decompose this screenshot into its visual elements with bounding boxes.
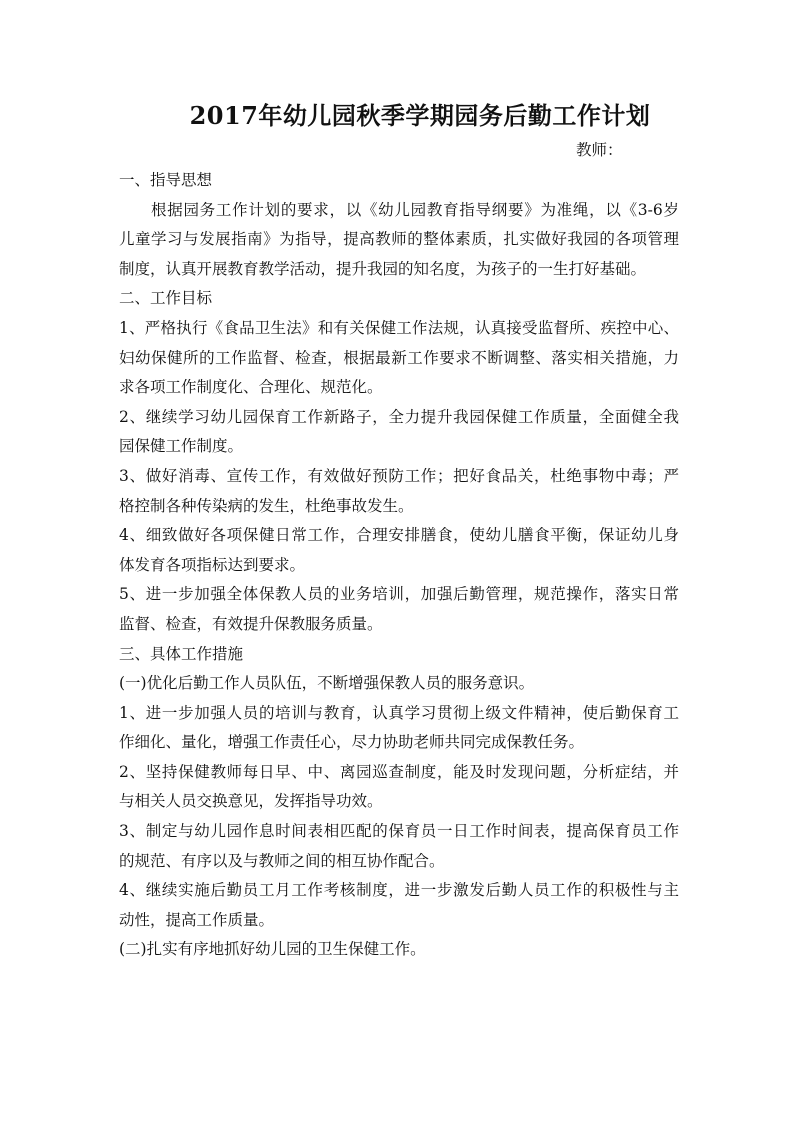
- paragraph-line: 根据园务工作计划的要求，以《幼儿园教育指导纲要》为准绳，以《3-6岁: [151, 200, 679, 219]
- paragraph-line: 2、坚持保健教师每日早、中、离园巡查制度，能及时发现问题，分析症结，并: [119, 762, 679, 781]
- document-title: 2017年幼儿园秋季学期园务后勤工作计划: [189, 101, 651, 130]
- paragraph-line: 求各项工作制度化、合理化、规范化。: [119, 378, 383, 397]
- paragraph-line: (一)优化后勤工作人员队伍，不断增强保教人员的服务意识。: [119, 674, 535, 693]
- paragraph-line: 妇幼保健所的工作监督、检查，根据最新工作要求不断调整、落实相关措施，力: [119, 348, 679, 367]
- paragraph-line: 3、做好消毒、宣传工作，有效做好预防工作；把好食品关，杜绝事物中毒；严: [119, 466, 679, 485]
- paragraph-line: 监督、检查，有效提升保教服务质量。: [119, 614, 383, 633]
- paragraph-line: 5、进一步加强全体保教人员的业务培训，加强后勤管理，规范操作，落实日常: [119, 585, 679, 604]
- paragraph-line: 三、具体工作措施: [119, 644, 244, 663]
- paragraph-line: 1、进一步加强人员的培训与教育，认真学习贯彻上级文件精神，使后勤保育工: [119, 703, 679, 722]
- paragraph-line: 的规范、有序以及与教师之间的相互协作配合。: [119, 851, 445, 870]
- paragraph-line: 制度，认真开展教育教学活动，提升我园的知名度，为孩子的一生打好基础。: [119, 259, 647, 278]
- paragraph-line: 一、指导思想: [119, 171, 213, 189]
- paragraph-line: 与相关人员交换意见，发挥指导功效。: [119, 792, 383, 811]
- paragraph-line: 4、细致做好各项保健日常工作，合理安排膳食，使幼儿膳食平衡，保证幼儿身: [119, 526, 679, 545]
- paragraph-line: 作细化、量化，增强工作责任心，尽力协助老师共同完成保教任务。: [119, 733, 585, 752]
- paragraph-line: 儿童学习与发展指南》为指导，提高教师的整体素质，扎实做好我园的各项管理: [119, 230, 679, 249]
- teacher-label: 教师：: [576, 141, 623, 159]
- paragraph-line: 动性，提高工作质量。: [119, 910, 275, 929]
- paragraph-line: 体发育各项指标达到要求。: [119, 555, 306, 574]
- paragraph-line: 格控制各种传染病的发生，杜绝事故发生。: [119, 496, 414, 515]
- document-body: [119, 166, 679, 965]
- paragraph-line: (二)扎实有序地抓好幼儿园的卫生保健工作。: [119, 940, 426, 959]
- paragraph-line: 3、制定与幼儿园作息时间表相匹配的保育员一日工作时间表，提高保育员工作: [119, 822, 679, 841]
- paragraph-line: 1、严格执行《食品卫生法》和有关保健工作法规，认真接受监督所、疾控中心、: [119, 318, 679, 337]
- paragraph-line: 二、工作目标: [119, 289, 213, 308]
- paragraph-line: 4、继续实施后勤员工月工作考核制度，进一步激发后勤人员工作的积极性与主: [119, 881, 679, 900]
- paragraph-line: 园保健工作制度。: [119, 437, 244, 456]
- paragraph-line: 2、继续学习幼儿园保育工作新路子，全力提升我园保健工作质量，全面健全我: [119, 407, 679, 426]
